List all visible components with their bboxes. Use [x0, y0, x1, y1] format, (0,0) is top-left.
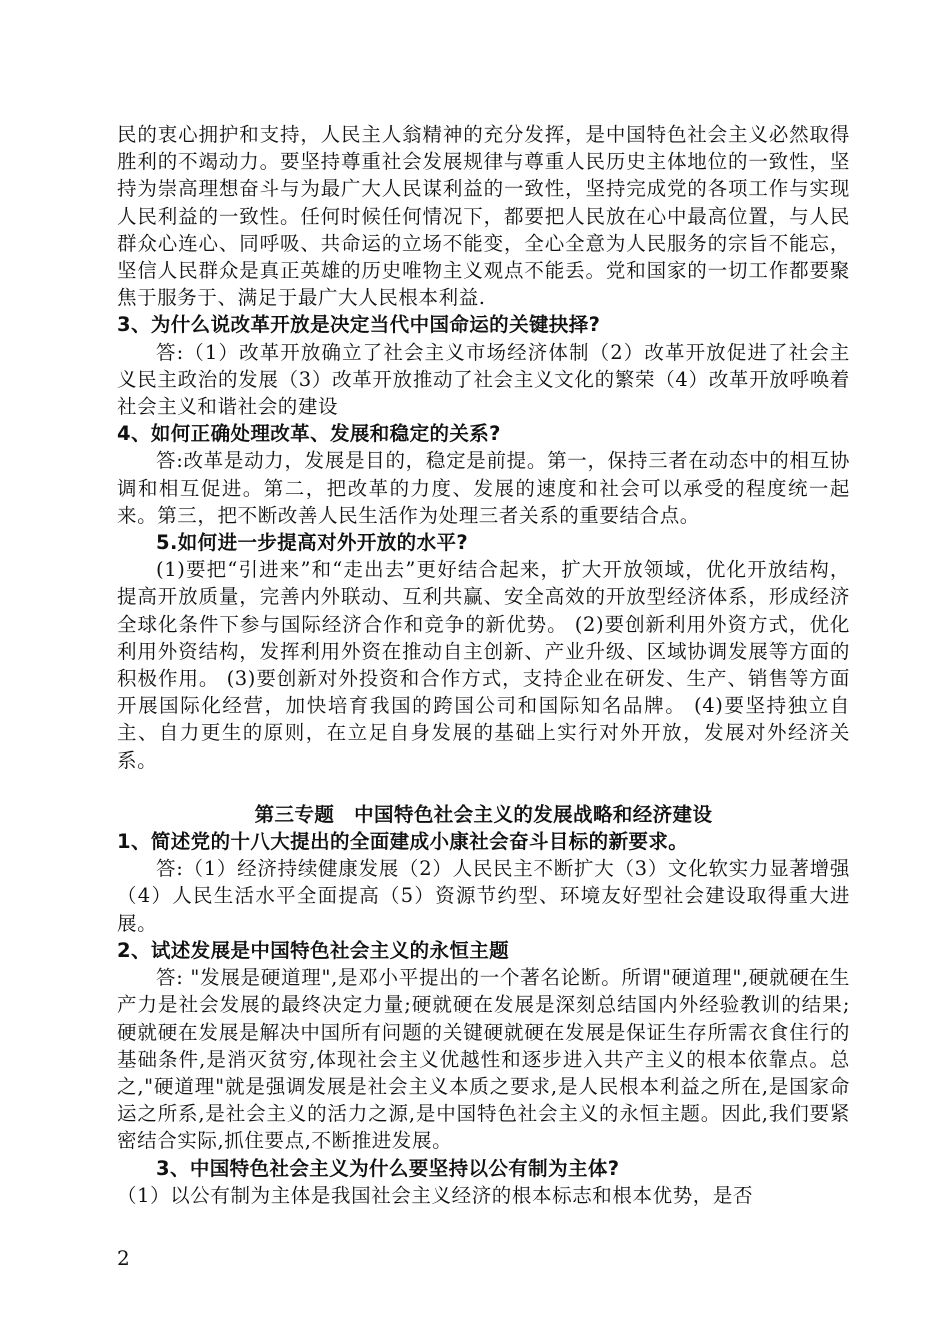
answer-s3-2: 答: "发展是硬道理",是邓小平提出的一个著名论断。所谓"硬道理",硬就硬在生产力是社会发展的最终决定力量;硬就硬在发展是深刻总结国内外经验教训的结果;硬就硬在发展是解决中国所有问题的关键硬就硬在发展是保证生存所需衣食住行的基础条件,是消灭贫穷,体现社会主义优越性和逐步进入共产主义的根本依靠点。总之,"硬道理"就是强调发展是社会主义本质之要求,是人民根本利益之所在,是国家命运之所系,是社会主义的活力之源,是中国特色社会主义的永恒主题。因此,我们要紧密结合实际,抓住要点,不断推进发展。 [117, 966, 850, 1153]
answer-4: 答:改革是动力，发展是目的，稳定是前提。第一，保持三者在动态中的相互协调和相互促进。第二，把改革的力度、发展的速度和社会可以承受的程度统一起来。第三，把不断改善人民生活作为处理三者关系的重要结合点。 [117, 449, 850, 527]
question-heading-s3-3: 3、中国特色社会主义为什么要坚持以公有制为主体? [156, 1156, 620, 1180]
answer-s3-1: 答:（1）经济持续健康发展（2）人民民主不断扩大（3）文化软实力显著增强（4）人民生活水平全面提高（5）资源节约型、环境友好型社会建设取得重大进展。 [117, 857, 850, 935]
question-heading-s3-2: 2、试述发展是中国特色社会主义的永恒主题 [117, 938, 510, 962]
paragraph-intro: 民的衷心拥护和支持，人民主人翁精神的充分发挥，是中国特色社会主义必然取得胜利的不竭动力。要坚持尊重社会发展规律与尊重人民历史主体地位的一致性，坚持为崇高理想奋斗与为最广大人民谋利益的一致性，坚持完成党的各项工作与实现人民利益的一致性。任何时候任何情况下，都要把人民放在心中最高位置，与人民群众心连心、同呼吸、共命运的立场不能变，全心全意为人民服务的宗旨不能忘，坚信人民群众是真正英雄的历史唯物主义观点不能丢。党和国家的一切工作都要聚焦于服务于、满足于最广大人民根本利益. [117, 123, 850, 310]
question-heading-5: 5.如何进一步提高对外开放的水平? [156, 531, 469, 555]
section-title: 第三专题 中国特色社会主义的发展战略和经济建设 [254, 802, 713, 826]
question-heading-4: 4、如何正确处理改革、发展和稳定的关系? [117, 422, 501, 446]
question-heading-s3-1: 1、简述党的十八大提出的全面建成小康社会奋斗目标的新要求。 [117, 830, 689, 854]
document-page [117, 121, 850, 1209]
question-heading-3: 3、为什么说改革开放是决定当代中国命运的关键抉择? [117, 313, 601, 337]
answer-5: (1)要把“引进来”和“走出去”更好结合起来，扩大开放领域，优化开放结构，提高开放质量，完善内外联动、互利共赢、安全高效的开放型经济体系，形成经济全球化条件下参与国际经济合作和竞争的新优势。 (2)要创新利用外资方式，优化利用外资结构，发挥利用外资在推动自主创新、产业升级、区域协调发展等方面的积极作用。 (3)要创新对外投资和合作方式，支持企业在研发、生产、销售等方面开展国际化经营，加快培育我国的跨国公司和国际知名品牌。 (4)要坚持独立自主、自力更生的原则，在立足自身发展的基础上实行对外开放，发展对外经济关系。 [117, 558, 850, 772]
answer-3: 答:（1）改革开放确立了社会主义市场经济体制（2）改革开放促进了社会主义民主政治的发展（3）改革开放推动了社会主义文化的繁荣（4）改革开放呼唤着社会主义和谐社会的建设 [117, 340, 850, 419]
answer-s3-3: （1）以公有制为主体是我国社会主义经济的根本标志和根本优势，是否 [117, 1183, 754, 1207]
page-number: 2 [117, 1246, 130, 1270]
